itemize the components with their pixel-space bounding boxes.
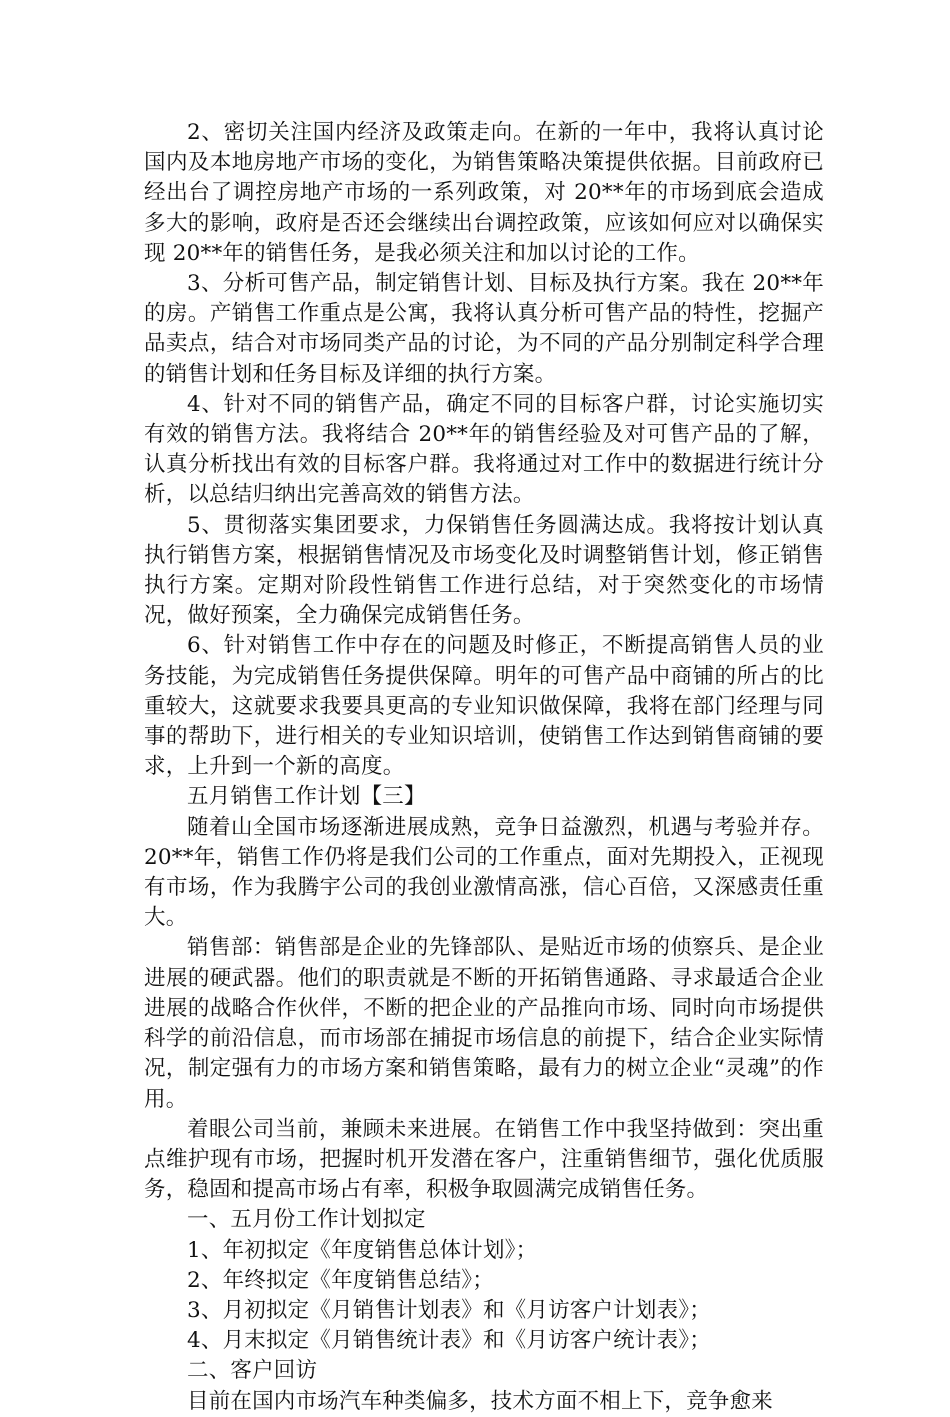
paragraph-group-requirements: 5、贯彻落实集团要求，力保销售任务圆满达成。我将按计划认真执行销售方案，根据销售情况及市场变化及时调整销售计划，修正销售执行方案。定期对阶段性销售工作进行总结，对于突然变化的市场情况，做好预案，全力确保完成销售任务。 — [144, 512, 824, 629]
paragraph-target-customers: 4、针对不同的销售产品，确定不同的目标客户群，讨论实施切实有效的销售方法。我将结合 20**年的销售经验及对可售产品的了解，认真分析找出有效的目标客户群。我将通过对工作中的数据进行统计分析，以总结归纳出完善高效的销售方法。 — [144, 391, 824, 508]
paragraph-market-competition: 目前在国内市场汽车种类偏多，技术方面不相上下，竞争愈来 — [187, 1388, 773, 1414]
list-item-monthly-plan: 3、月初拟定《月销售计划表》和《月访客户计划表》； — [187, 1297, 711, 1323]
paragraph-focus-present: 着眼公司当前，兼顾未来进展。在销售工作中我坚持做到：突出重点维护现有市场，把握时机开发潜在客户，注重销售细节，强化优质服务，稳固和提高市场占有率，积极争取圆满完成销售任务。 — [144, 1116, 824, 1203]
heading-customer-revisit: 二、客户回访 — [187, 1358, 318, 1384]
heading-may-work-plan: 一、五月份工作计划拟定 — [187, 1207, 426, 1233]
paragraph-policy-trends: 2、密切关注国内经济及政策走向。在新的一年中，我将认真讨论国内及本地房地产市场的变化，为销售策略决策提供依据。目前政府已经出台了调控房地产市场的一系列政策，对 20**年的市场到底会造成多大的影响，政府是否还会继续出台调控政策，应该如何应对以确保实现 20**年的销售任务，是我必须关注和加以讨论的工作。 — [144, 120, 824, 266]
paragraph-sales-department: 销售部：销售部是企业的先锋部队、是贴近市场的侦察兵、是企业进展的硬武器。他们的职责就是不断的开拓销售通路、寻求最适合企业进展的战略合作伙伴，不断的把企业的产品推向市场、同时向市场提供科学的前沿信息，而市场部在捕捉市场信息的前提下，结合企业实际情况，制定强有力的市场方案和销售策略，最有力的树立企业“灵魂”的作用。 — [144, 935, 824, 1112]
section-title-may-plan-three: 五月销售工作计划【三】 — [187, 784, 426, 810]
paragraph-market-intro: 随着山全国市场逐渐进展成熟，竞争日益激烈，机遇与考验并存。20**年，销售工作仍将是我们公司的工作重点，面对先期投入，正视现有市场，作为我腾宇公司的我创业激情高涨，信心百倍，又深感责任重大。 — [144, 814, 824, 931]
list-item-monthly-statistics: 4、月末拟定《月销售统计表》和《月访客户统计表》； — [187, 1328, 711, 1354]
document-body — [144, 118, 824, 1417]
paragraph-product-analysis: 3、分析可售产品，制定销售计划、目标及执行方案。我在 20**年的房。产销售工作重点是公寓，我将认真分析可售产品的特性，挖掘产品卖点，结合对市场同类产品的讨论，为不同的产品分别制定科学合理的销售计划和任务目标及详细的执行方案。 — [144, 271, 824, 387]
list-item-annual-summary: 2、年终拟定《年度销售总结》； — [187, 1267, 494, 1293]
list-item-annual-plan: 1、年初拟定《年度销售总体计划》； — [187, 1237, 538, 1263]
paragraph-staff-skills: 6、针对销售工作中存在的问题及时修正，不断提高销售人员的业务技能，为完成销售任务提供保障。明年的可售产品中商铺的所占的比重较大，这就要求我要具更高的专业知识做保障，我将在部门经理与同事的帮助下，进行相关的专业知识培训，使销售工作达到销售商铺的要求，上升到一个新的高度。 — [144, 633, 824, 780]
